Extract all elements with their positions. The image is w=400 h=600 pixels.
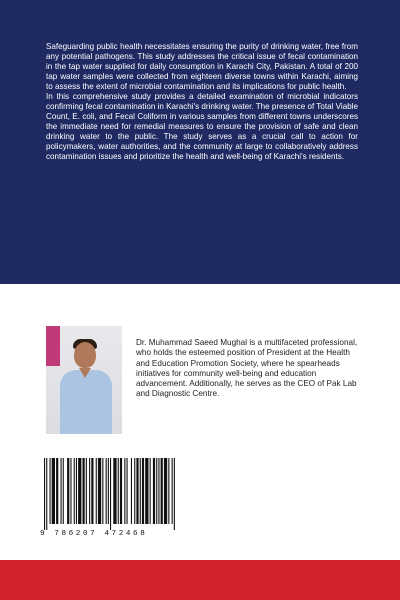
barcode-icon bbox=[36, 456, 184, 532]
barcode-bar bbox=[158, 458, 159, 524]
barcode-bar bbox=[127, 458, 128, 524]
barcode-bar bbox=[76, 458, 77, 524]
barcode-bar bbox=[108, 458, 109, 524]
barcode-bar bbox=[120, 458, 122, 524]
barcode-bar bbox=[131, 458, 132, 524]
author-photo bbox=[46, 326, 122, 434]
photo-person-head bbox=[74, 342, 96, 368]
barcode-bar bbox=[96, 458, 97, 524]
abstract-text bbox=[46, 42, 358, 162]
barcode-bar bbox=[174, 458, 175, 530]
barcode-bar bbox=[78, 458, 81, 524]
barcode-bar bbox=[102, 458, 103, 524]
barcode-bar bbox=[52, 458, 55, 524]
barcode-bar bbox=[153, 458, 155, 524]
barcode-bar bbox=[74, 458, 75, 524]
abstract-paragraph-1: Safeguarding public health necessitates ensuring the purity of drinking water, free from any potential pathogens. This study addresses the critical issue of fecal contamination in the tap water supplied for daily consumption in Karachi City, Pakistan. A total of 200 tap water samples were collected from eighteen diverse towns within Karachi, aiming to assess the extent of microbial contamination and its implications for public health. bbox=[46, 42, 358, 91]
barcode-bar bbox=[44, 458, 45, 530]
photo-person-body bbox=[60, 370, 112, 434]
barcode-bar bbox=[67, 458, 69, 524]
barcode-bar bbox=[89, 458, 90, 524]
barcode-bar bbox=[106, 458, 107, 524]
barcode-bar bbox=[50, 458, 51, 524]
bottom-color-band bbox=[0, 560, 400, 600]
barcode-bar bbox=[134, 458, 135, 524]
barcode-bar bbox=[83, 458, 85, 524]
barcode-bar bbox=[172, 458, 173, 524]
barcode-bar bbox=[164, 458, 167, 524]
barcode-bar bbox=[145, 458, 148, 524]
barcode-bar bbox=[142, 458, 144, 524]
barcode-bar bbox=[63, 458, 64, 524]
barcode-bar bbox=[98, 458, 101, 524]
barcode-bar bbox=[118, 458, 119, 524]
author-bio: Dr. Muhammad Saeed Mughal is a multifaceted professional, who holds the esteemed position of President at the Health and Education Promotion Society, where he spearheads initiatives for community well-being and education advancement. Additionally, he serves as the CEO of Pak Lab and Diagnostic Centre. bbox=[136, 338, 358, 399]
barcode-bar bbox=[150, 458, 151, 524]
barcode-bar bbox=[156, 458, 157, 524]
photo-backdrop-banner bbox=[46, 326, 60, 366]
barcode-bar bbox=[161, 458, 163, 524]
barcode-bar bbox=[56, 458, 58, 524]
abstract-paragraph-2: In this comprehensive study provides a detailed examination of microbial indicators confirming fecal contamination in Karachi's drinking water. The presence of Total Viable Count, E. coli, and Fecal Coliform in various samples from different towns underscores the immediate need for remedial measures to ensure the provision of safe and clean drinking water to the public. The study serves as a crucial call to action for policymakers, water authorities, and the community at large to collaboratively address contamination issues and prioritize the health and well-being of Karachi's residents. bbox=[46, 92, 358, 161]
barcode-bar bbox=[140, 458, 141, 524]
barcode-bar bbox=[91, 458, 93, 524]
barcode-bar bbox=[110, 458, 111, 530]
back-cover-top-panel bbox=[0, 0, 400, 284]
barcode-bar bbox=[168, 458, 169, 524]
barcode-bar bbox=[70, 458, 71, 524]
barcode-bar bbox=[61, 458, 62, 524]
barcode-bar bbox=[86, 458, 87, 524]
barcode-bar bbox=[113, 458, 116, 524]
isbn-number: 9 786207 472468 bbox=[40, 530, 148, 538]
barcode-bar bbox=[124, 458, 125, 524]
barcode-bar bbox=[46, 458, 47, 530]
barcode-bar bbox=[136, 458, 138, 524]
